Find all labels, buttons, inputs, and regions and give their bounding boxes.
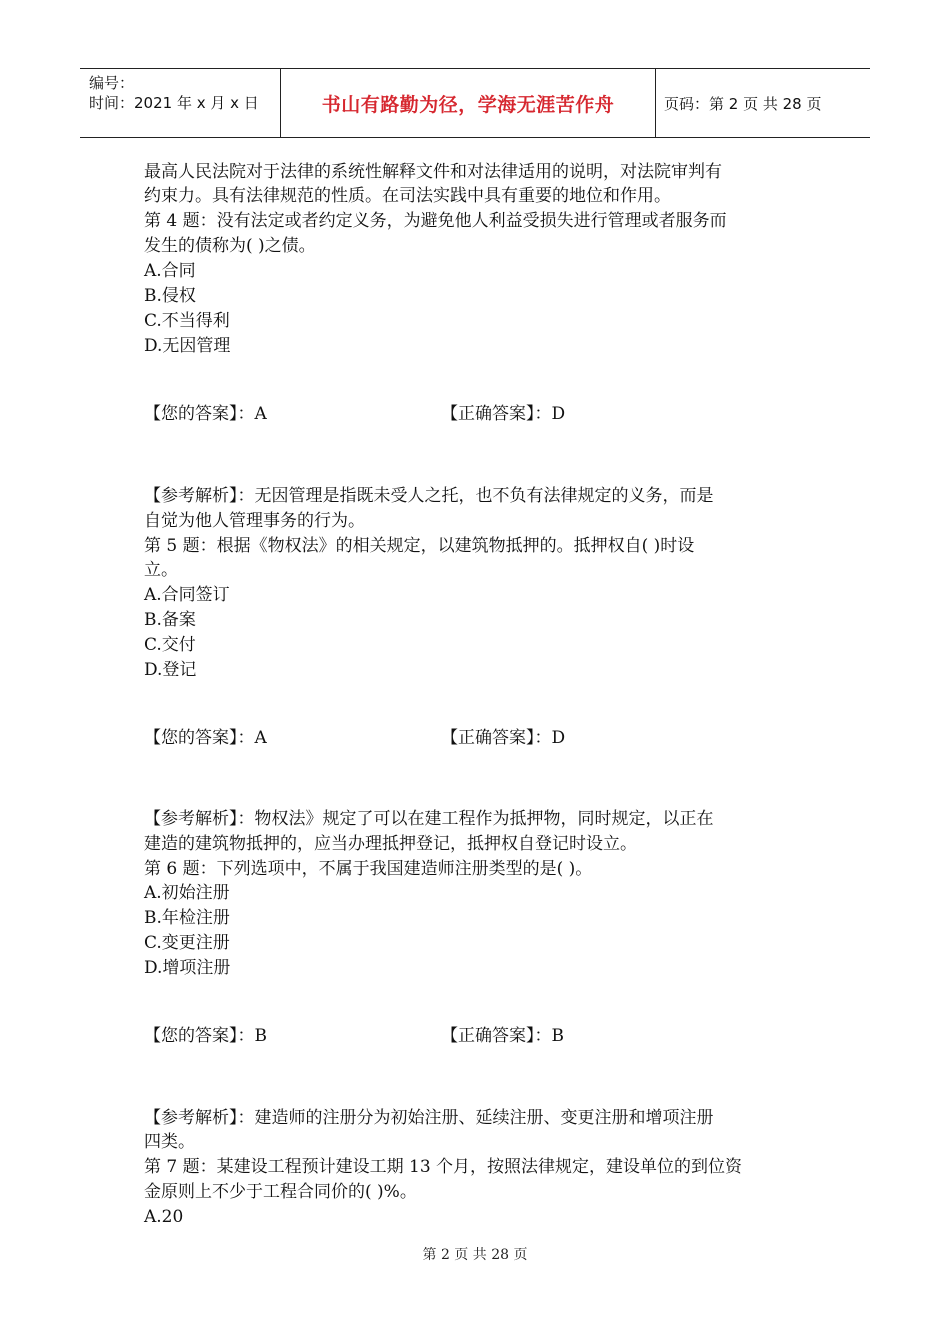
option-b: B.年检注册: [144, 908, 230, 928]
analysis-line: 【参考解析】：建造师的注册分为初始注册、延续注册、变更注册和增项注册: [144, 1108, 714, 1128]
analysis-line: 自觉为他人管理事务的行为。: [144, 511, 365, 531]
question-stem: 第 6 题：下列选项中，不属于我国建造师注册类型的是( )。: [144, 859, 593, 879]
analysis-line: 【参考解析】：无因管理是指既未受人之托，也不负有法律规定的义务，而是: [144, 486, 714, 506]
analysis-line: 【参考解析】：物权法》规定了可以在建工程作为抵押物，同时规定，以正在: [144, 809, 714, 829]
option-c: C.不当得利: [144, 311, 230, 331]
header-motto-cell: [280, 69, 656, 137]
answer-row: [144, 402, 566, 426]
answer-row: [144, 1024, 564, 1048]
question-stem: 第 7 题：某建设工程预计建设工期 13 个月，按照法律规定，建设单位的到位资: [144, 1157, 743, 1177]
analysis-line: 四类。: [144, 1132, 195, 1152]
option-b: B.备案: [144, 610, 196, 630]
header-meta: [80, 69, 280, 137]
option-d: D.增项注册: [144, 958, 231, 978]
your-answer: 【您的答案】：A: [144, 404, 267, 424]
page-footer: 第 2 页 共 28 页: [422, 1247, 528, 1263]
your-answer: 【您的答案】：B: [144, 1026, 267, 1046]
intro-line: 最高人民法院对于法律的系统性解释文件和对法律适用的说明，对法院审判有: [144, 162, 722, 182]
question-stem: 第 4 题：没有法定或者约定义务，为避免他人利益受损失进行管理或者服务而: [144, 211, 727, 231]
option-c: C.变更注册: [144, 933, 230, 953]
number-label: 编号：: [89, 74, 135, 92]
correct-answer: 【正确答案】：B: [441, 1026, 564, 1046]
option-d: D.无因管理: [144, 336, 231, 356]
analysis-line: 建造的建筑物抵押的，应当办理抵押登记，抵押权自登记时设立。: [144, 834, 637, 854]
option-a: A.合同: [144, 261, 196, 281]
page-label: 页码：第 2 页 共 28 页: [664, 94, 822, 113]
intro-line: 约束力。具有法律规范的性质。在司法实践中具有重要的地位和作用。: [144, 186, 671, 206]
option-d: D.登记: [144, 660, 197, 680]
question-stem: 第 5 题：根据《物权法》的相关规定，以建筑物抵押的。抵押权自( )时设: [144, 536, 695, 556]
option-a: A.20: [144, 1207, 184, 1227]
header-page-cell: [656, 69, 870, 137]
option-b: B.侵权: [144, 286, 196, 306]
your-answer: 【您的答案】：A: [144, 728, 267, 748]
question-stem: 金原则上不少于工程合同价的( )%。: [144, 1182, 417, 1202]
page-header: [80, 68, 870, 138]
option-a: A.初始注册: [144, 883, 230, 903]
motto: 书山有路勤为径，学海无涯苦作舟: [321, 93, 615, 116]
question-stem: 立。: [144, 560, 178, 580]
option-c: C.交付: [144, 635, 196, 655]
answer-row: [144, 726, 566, 750]
correct-answer: 【正确答案】：D: [441, 404, 566, 424]
question-stem: 发生的债称为( )之债。: [144, 236, 316, 256]
correct-answer: 【正确答案】：D: [441, 728, 566, 748]
time-label: 时间：2021 年 x 月 x 日: [89, 94, 259, 112]
option-a: A.合同签订: [144, 585, 230, 605]
